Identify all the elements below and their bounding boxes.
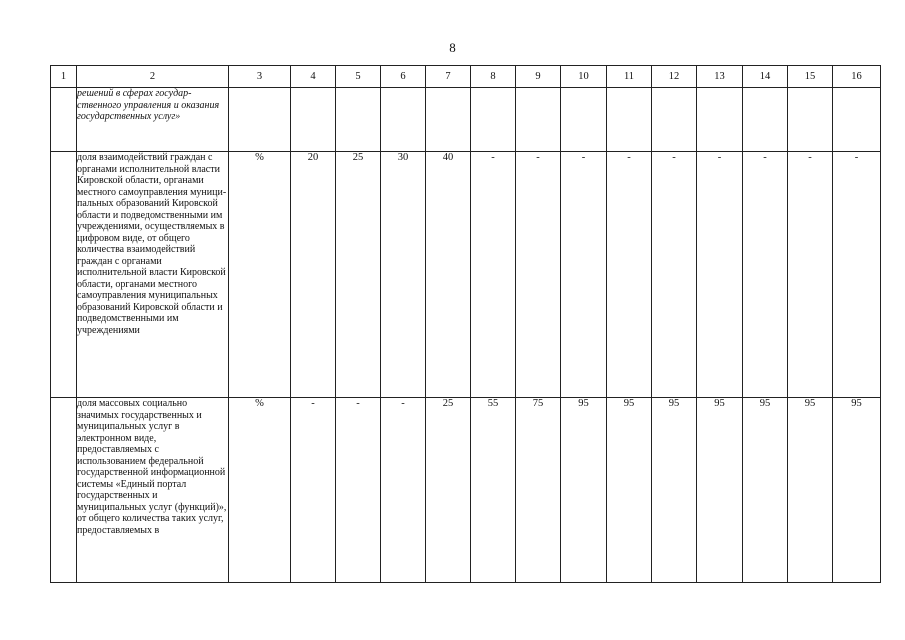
value-cell: - <box>833 152 881 398</box>
header-cell: 5 <box>336 66 381 88</box>
value-cell: 25 <box>426 398 471 583</box>
page-number: 8 <box>449 40 456 55</box>
value-cell: - <box>291 398 336 583</box>
indicator-description: доля взаимодействий граждан с органами исполнительной власти Кировской области, органами местного самоуправления муници-пальных образований Кировской области и подведомственными им учреждениями, осуществляемых в цифровом виде, от общего количества взаимодействий граждан с органами исполнительной власти Кировской области, органами местного самоуправления муниципальных образований Кировской области и подведомственными им учреждениями <box>77 152 229 398</box>
table-row <box>51 152 881 398</box>
value-cell <box>607 88 652 152</box>
value-cell: - <box>516 152 561 398</box>
header-cell: 8 <box>471 66 516 88</box>
header-cell: 16 <box>833 66 881 88</box>
row-index-cell <box>51 398 77 583</box>
value-cell: - <box>697 152 743 398</box>
unit-cell: % <box>229 152 291 398</box>
value-cell <box>381 88 426 152</box>
header-cell: 15 <box>788 66 833 88</box>
value-cell <box>471 88 516 152</box>
value-cell: 75 <box>516 398 561 583</box>
header-cell: 9 <box>516 66 561 88</box>
header-cell: 10 <box>561 66 607 88</box>
header-cell: 4 <box>291 66 336 88</box>
value-cell: 95 <box>743 398 788 583</box>
value-cell: - <box>471 152 516 398</box>
header-cell: 14 <box>743 66 788 88</box>
unit-cell: % <box>229 398 291 583</box>
value-cell: 95 <box>833 398 881 583</box>
value-cell: - <box>607 152 652 398</box>
value-cell: 95 <box>561 398 607 583</box>
value-cell <box>336 88 381 152</box>
value-cell: - <box>743 152 788 398</box>
unit-cell <box>229 88 291 152</box>
indicators-table <box>50 65 881 583</box>
table-row <box>51 398 881 583</box>
value-cell: 30 <box>381 152 426 398</box>
header-cell: 3 <box>229 66 291 88</box>
value-cell <box>426 88 471 152</box>
value-cell: - <box>381 398 426 583</box>
value-cell: 95 <box>607 398 652 583</box>
value-cell: 20 <box>291 152 336 398</box>
value-cell: 95 <box>652 398 697 583</box>
value-cell <box>833 88 881 152</box>
value-cell <box>291 88 336 152</box>
indicator-description: решений в сферах государ-ственного управления и оказания государственных услуг» <box>77 88 229 152</box>
value-cell: 25 <box>336 152 381 398</box>
header-cell: 6 <box>381 66 426 88</box>
value-cell: 95 <box>697 398 743 583</box>
header-cell: 13 <box>697 66 743 88</box>
table-row <box>51 88 881 152</box>
row-index-cell <box>51 88 77 152</box>
value-cell <box>516 88 561 152</box>
row-index-cell <box>51 152 77 398</box>
value-cell <box>743 88 788 152</box>
header-cell: 2 <box>77 66 229 88</box>
value-cell: - <box>336 398 381 583</box>
header-cell: 7 <box>426 66 471 88</box>
header-cell: 1 <box>51 66 77 88</box>
value-cell: 95 <box>788 398 833 583</box>
value-cell: - <box>652 152 697 398</box>
value-cell <box>697 88 743 152</box>
header-cell: 12 <box>652 66 697 88</box>
value-cell <box>561 88 607 152</box>
header-cell: 11 <box>607 66 652 88</box>
value-cell: 55 <box>471 398 516 583</box>
value-cell <box>652 88 697 152</box>
indicator-description: доля массовых социально значимых государственных и муниципальных услуг в электронном виде, предоставляемых с использованием федеральной государственной информационной системы «Единый портал государственных и муниципальных услуг (функций)», от общего количества таких услуг, предоставляемых в <box>77 398 229 583</box>
value-cell: - <box>561 152 607 398</box>
value-cell <box>788 88 833 152</box>
value-cell: - <box>788 152 833 398</box>
header-row <box>51 66 881 88</box>
value-cell: 40 <box>426 152 471 398</box>
